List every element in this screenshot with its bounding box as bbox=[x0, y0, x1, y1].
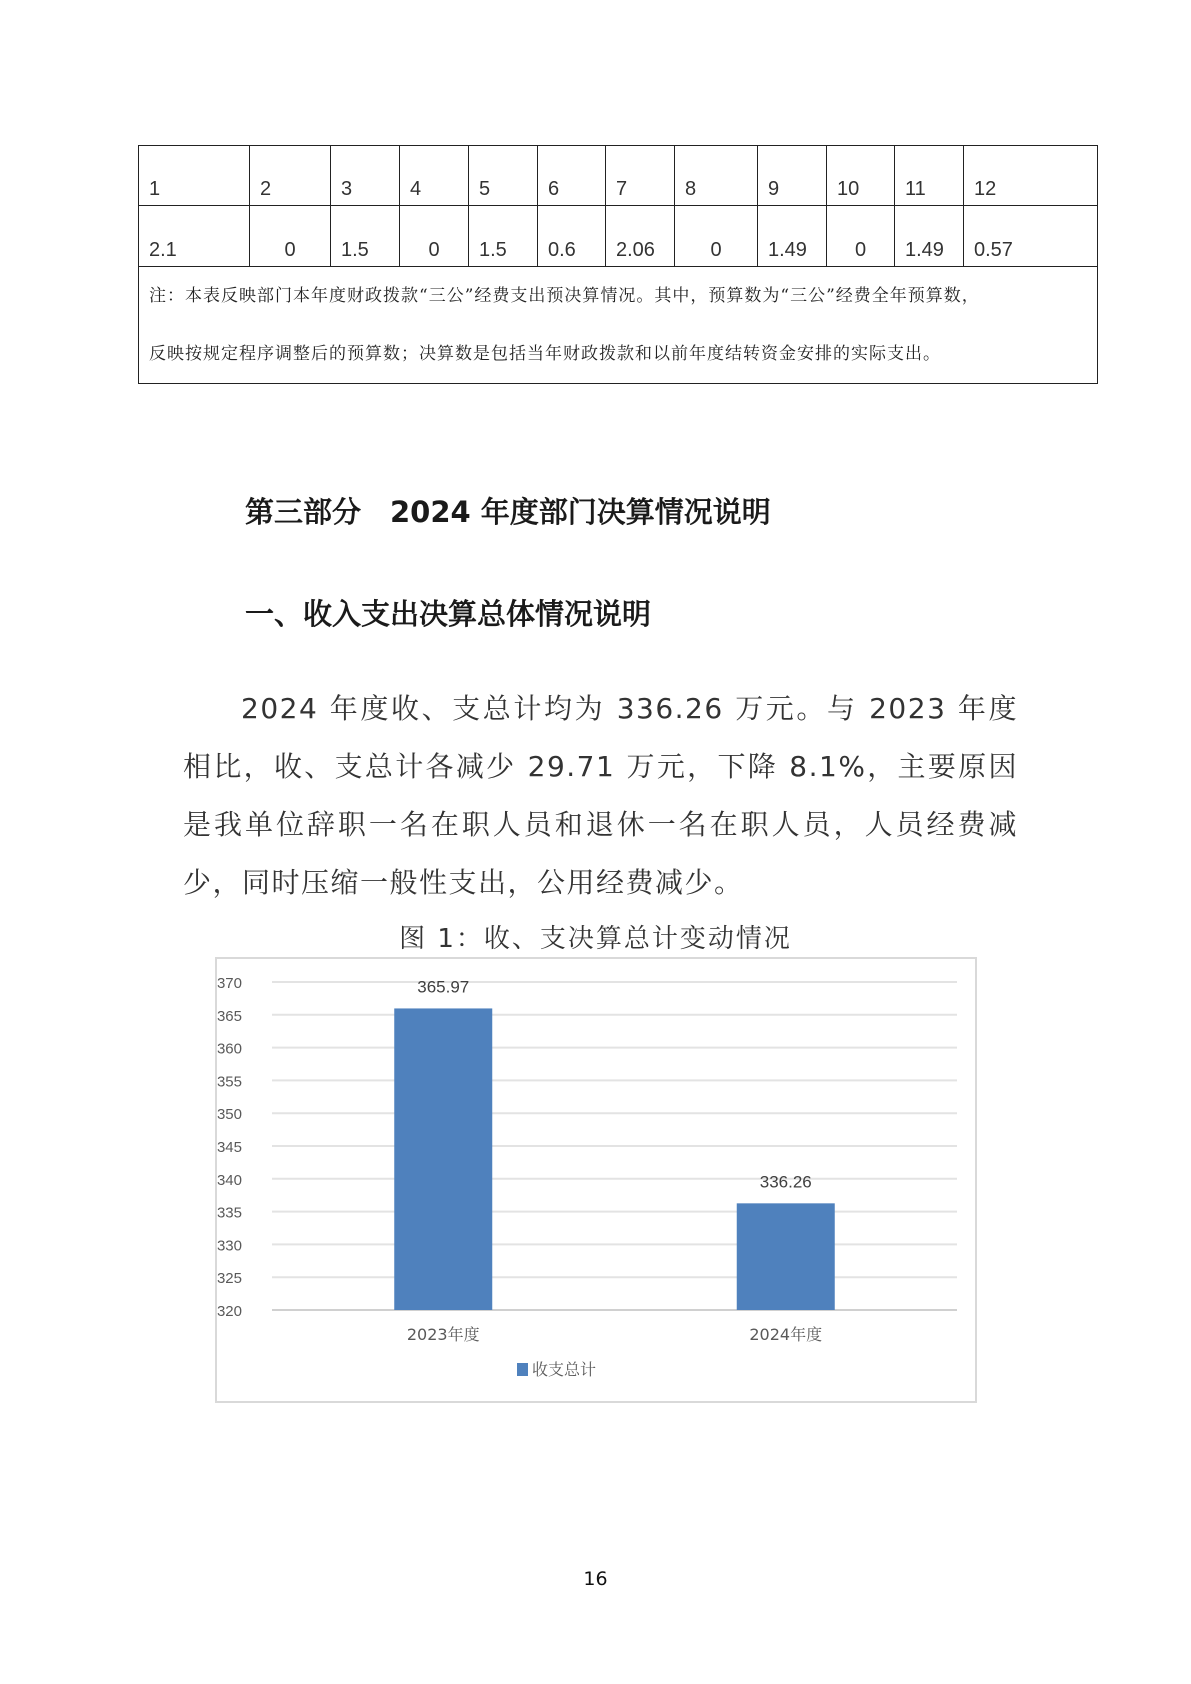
table-cell: 2.1 bbox=[139, 206, 250, 267]
table-cell: 0 bbox=[675, 206, 758, 267]
y-tick-label: 345 bbox=[217, 1139, 242, 1156]
y-tick-label: 320 bbox=[217, 1303, 242, 1320]
table-cell: 12 bbox=[964, 146, 1098, 206]
figure-caption: 图 1：收、支决算总计变动情况 bbox=[399, 924, 792, 954]
part-title: 第三部分 2024 年度部门决算情况说明 bbox=[245, 495, 771, 529]
y-tick-label: 325 bbox=[217, 1270, 242, 1288]
table-value-row bbox=[139, 206, 1098, 267]
x-category-label: 2023年度 bbox=[406, 1325, 480, 1344]
table-note-row bbox=[139, 267, 1098, 384]
y-tick-label: 355 bbox=[217, 1073, 242, 1091]
table-cell: 6 bbox=[538, 146, 606, 206]
bar-chart bbox=[215, 957, 977, 1403]
bar bbox=[394, 1008, 492, 1310]
table-cell: 0 bbox=[250, 206, 331, 267]
table-cell: 1.49 bbox=[895, 206, 964, 267]
table-note bbox=[139, 267, 1098, 384]
body-paragraph: 2024 年度收、支总计均为 336.26 万元。与 2023 年度相比，收、支总计各减少 29.71 万元，下降 8.1%，主要原因是我单位辞职一名在职人员和退休一名在职人员，人员经费减少，同时压缩一般性支出，公用经费减少。 bbox=[183, 692, 1018, 899]
table-cell: 2 bbox=[250, 146, 331, 206]
table-note-line: 注：本表反映部门本年度财政拨款“三公”经费支出预决算情况。其中，预算数为“三公”经费全年预算数， bbox=[149, 286, 980, 306]
table-cell: 1.5 bbox=[469, 206, 538, 267]
y-tick-label: 360 bbox=[217, 1040, 242, 1058]
table-cell: 9 bbox=[758, 146, 827, 206]
table-cell: 0 bbox=[827, 206, 895, 267]
x-category-label: 2024年度 bbox=[749, 1325, 823, 1344]
data-label: 365.97 bbox=[417, 977, 470, 997]
table-header-row bbox=[139, 146, 1098, 206]
subsection-title: 一、收入支出决算总体情况说明 bbox=[245, 597, 652, 631]
legend-label: 收支总计 bbox=[532, 1360, 597, 1379]
y-tick-label: 340 bbox=[217, 1171, 242, 1189]
page-number: 16 bbox=[583, 1568, 608, 1590]
y-tick-label: 350 bbox=[217, 1106, 242, 1124]
table-cell: 7 bbox=[606, 146, 675, 206]
table-cell: 2.06 bbox=[606, 206, 675, 267]
table-cell: 1.5 bbox=[331, 206, 400, 267]
table-cell: 5 bbox=[469, 146, 538, 206]
y-tick-label: 365 bbox=[217, 1007, 242, 1025]
three-public-expenses-table bbox=[138, 145, 1098, 384]
data-label: 336.26 bbox=[759, 1172, 812, 1192]
y-tick-label: 330 bbox=[217, 1237, 242, 1255]
table-note-line: 反映按规定程序调整后的预算数；决算数是包括当年财政拨款和以前年度结转资金安排的实际支出。 bbox=[149, 344, 941, 364]
y-tick-label: 370 bbox=[217, 975, 242, 992]
table-cell: 1 bbox=[139, 146, 250, 206]
table-cell: 0 bbox=[400, 206, 469, 267]
table-cell: 8 bbox=[675, 146, 758, 206]
table-cell: 0.6 bbox=[538, 206, 606, 267]
table-cell: 0.57 bbox=[964, 206, 1098, 267]
table-cell: 1.49 bbox=[758, 206, 827, 267]
bar-chart-svg bbox=[217, 959, 979, 1405]
table-cell: 4 bbox=[400, 146, 469, 206]
bar bbox=[737, 1203, 835, 1310]
legend-swatch bbox=[517, 1363, 528, 1376]
table-cell: 3 bbox=[331, 146, 400, 206]
table-cell: 10 bbox=[827, 146, 895, 206]
y-tick-label: 335 bbox=[217, 1204, 242, 1222]
table-cell: 11 bbox=[895, 146, 964, 206]
